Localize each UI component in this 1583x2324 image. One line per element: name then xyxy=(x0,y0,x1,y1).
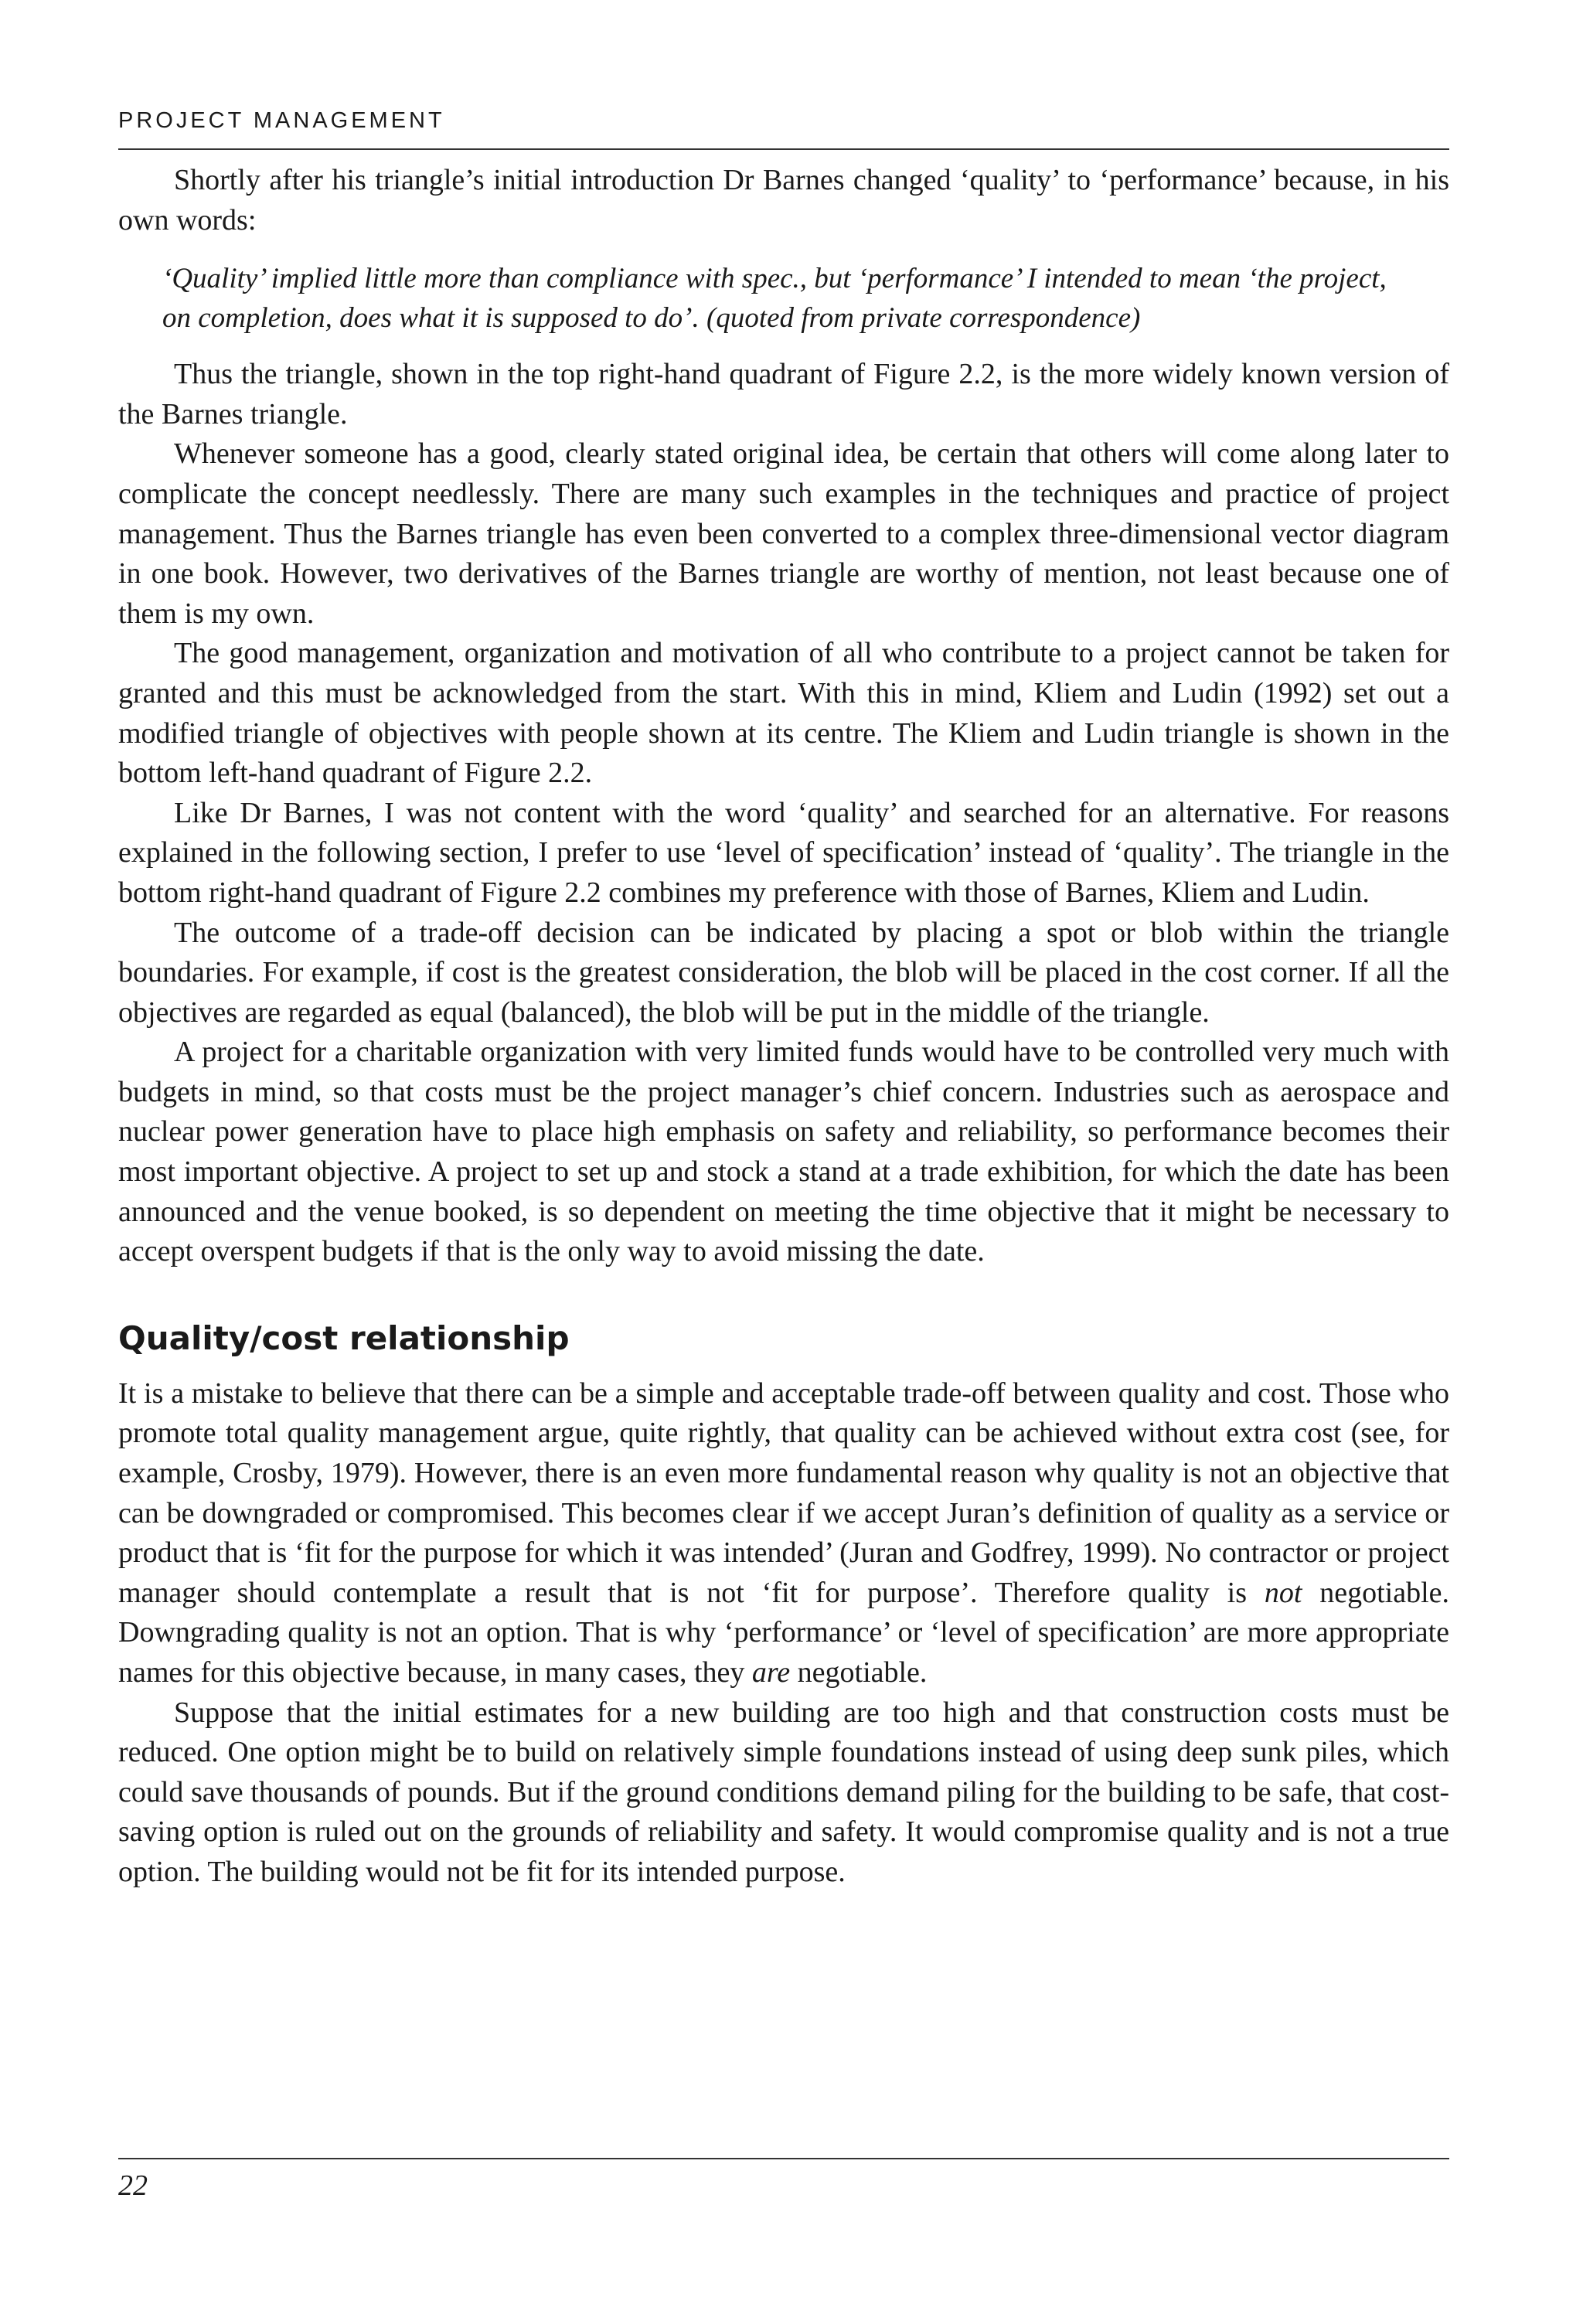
block-quote: ‘Quality’ implied little more than compliance with spec., but ‘performance’ I intended to mean ‘the project, on completion, does what it is supposed to do’. (quoted from private correspondence) xyxy=(162,263,1387,335)
text-run: It is a mistake to believe that there can be a simple and acceptable trade-off between quality and cost. Those who promote total quality management argue, quite rightly, that quality can be achieved without extra cost (see, for example, Crosby, 1979). However, there is an even more fundamental reason why quality is not an objective that can be downgraded or compromised. This becomes clear if we accept Juran’s definition of quality as a service or product that is ‘fit for the purpose for which it was intended’ (Juran and Godfrey, 1999). No contractor or project manager should contemplate a result that is not ‘fit for purpose’. Therefore quality is xyxy=(118,1376,1449,1609)
footer-rule xyxy=(118,2158,1449,2159)
paragraph-quality-cost xyxy=(118,1374,1449,1693)
running-head: PROJECT MANAGEMENT xyxy=(118,108,445,133)
emphasis-not: not xyxy=(1264,1576,1302,1609)
paragraph-trade-off-blob: The outcome of a trade-off decision can be indicated by placing a spot or blob within the triangle boundaries. For example, if cost is the greatest consideration, the blob will be placed in the cost corner. If all the objectives are regarded as equal (balanced), the blob will be put in the middle of the triangle. xyxy=(118,916,1449,1029)
section-heading: Quality/cost relationship xyxy=(118,1319,570,1357)
paragraph-barnes-change: Shortly after his triangle’s initial introduction Dr Barnes changed ‘quality’ to ‘performance’ because, in his own words: xyxy=(118,164,1449,236)
paragraph-kliem-ludin: The good management, organization and motivation of all who contribute to a project cannot be taken for granted and this must be acknowledged from the start. With this in mind, Kliem and Ludin (1992) set out a modified triangle of objectives with people shown at its centre. The Kliem and Ludin triangle is shown in the bottom left-hand quadrant of Figure 2.2. xyxy=(118,637,1449,790)
paragraph-building-example: Suppose that the initial estimates for a new building are too high and that construction costs must be reduced. One option might be to build on relatively simple foundations instead of using deep sunk piles, which could save thousands of pounds. But if the ground conditions demand piling for the building to be safe, that cost-saving option is ruled out on the grounds of reliability and safety. It would compromise quality and is not a true option. The building would not be fit for its intended purpose. xyxy=(118,1696,1449,1888)
page-number: 22 xyxy=(118,2169,148,2202)
paragraph-derivatives: Whenever someone has a good, clearly stated original idea, be certain that others will come along later to complicate the concept needlessly. There are many such examples in the techniques and practice of project management. Thus the Barnes triangle has even been converted to a complex three-dimensional vector diagram in one book. However, two derivatives of the Barnes triangle are worthy of mention, not least because one of them is my own. xyxy=(118,437,1449,630)
paragraph-project-examples: A project for a charitable organization with very limited funds would have to be controlled very much with budgets in mind, so that costs must be the project manager’s chief concern. Industries such as aerospace and nuclear power generation have to place high emphasis on safety and reliability, so performance becomes their most important objective. A project to set up and stock a stand at a trade exhibition, for which the date has been announced and the venue booked, is so dependent on meeting the time objective that it might be necessary to accept overspent budgets if that is the only way to avoid missing the date. xyxy=(118,1036,1449,1268)
paragraph-level-of-specification: Like Dr Barnes, I was not content with the word ‘quality’ and searched for an alternative. For reasons explained in the following section, I prefer to use ‘level of specification’ instead of ‘quality’. The triangle in the bottom right-hand quadrant of Figure 2.2 combines my preference with those of Barnes, Kliem and Ludin. xyxy=(118,796,1449,909)
header-rule xyxy=(118,148,1449,150)
book-page xyxy=(118,0,1449,2324)
text-run: negotiable. xyxy=(790,1656,928,1689)
body-text xyxy=(118,161,1449,1893)
text-run: negotiable. Downgrading quality is not an option. That is why ‘performance’ or ‘level of specification’ are more appropriate names for this objective because, in many cases, they xyxy=(118,1576,1449,1689)
paragraph-triangle-version: Thus the triangle, shown in the top right-hand quadrant of Figure 2.2, is the more widely known version of the Barnes triangle. xyxy=(118,358,1449,430)
emphasis-are: are xyxy=(751,1656,791,1689)
